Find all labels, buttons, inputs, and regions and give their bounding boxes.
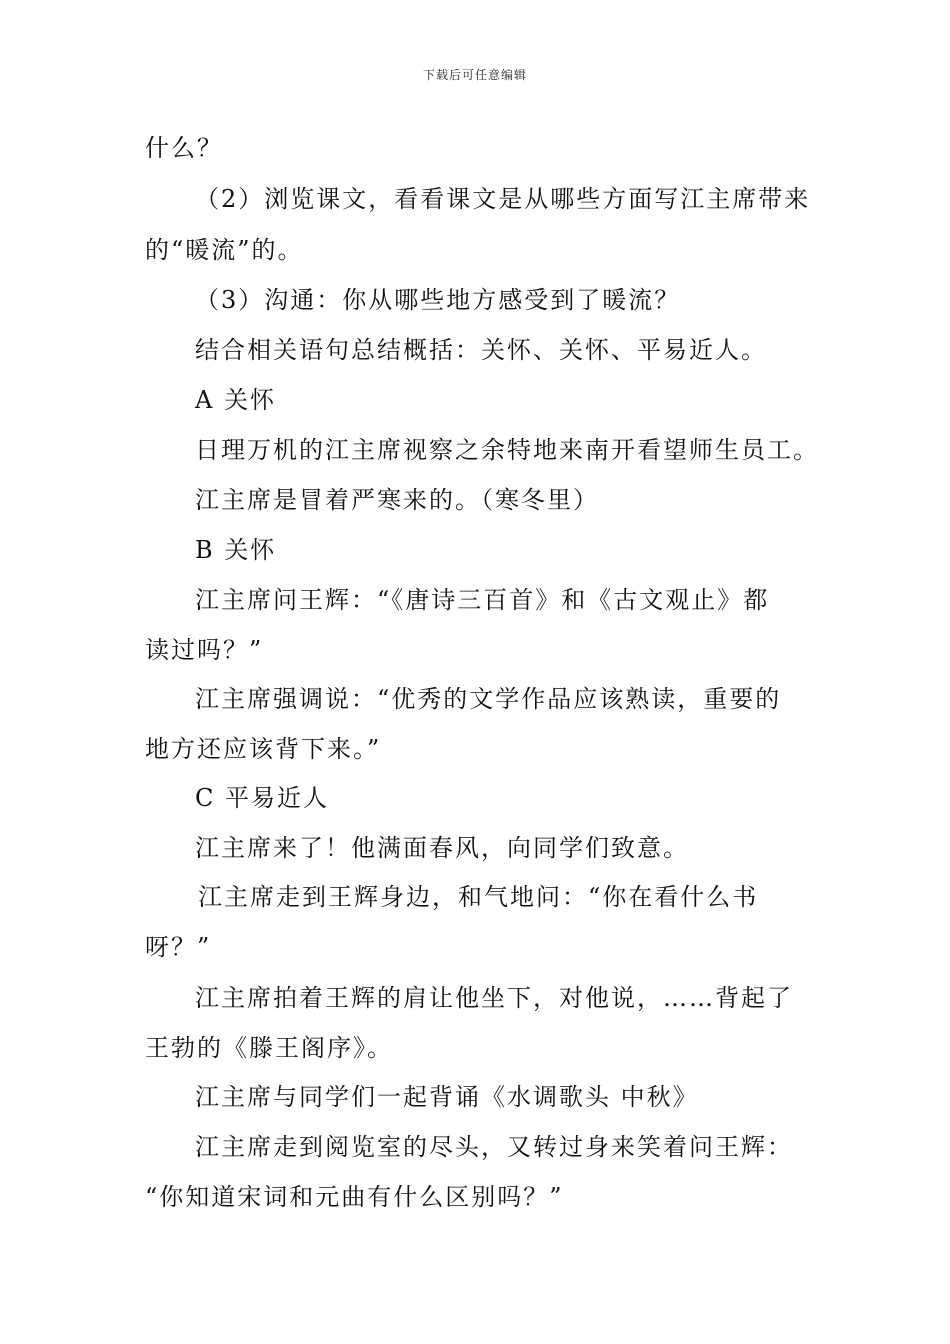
- text-line-20: 江主席与同学们一起背诵《水调歌头 中秋》: [195, 1083, 699, 1111]
- section-label-c: C 平易近人: [195, 784, 329, 812]
- text-line-22: “你知道宋词和元曲有什么区别吗？”: [145, 1183, 564, 1211]
- page-header: 下载后可任意编辑: [422, 68, 527, 82]
- text-line-18: 江主席拍着王辉的肩让他坐下，对他说，……背起了: [195, 984, 793, 1012]
- text-line-19: 王勃的《滕王阁序》。: [145, 1034, 393, 1062]
- text-line-8: 江主席是冒着严寒来的。（寒冬里）: [195, 486, 599, 514]
- section-label-a: A 关怀: [195, 386, 276, 414]
- text-line-10: 江主席问王辉：“《唐诗三百首》和《古文观止》都: [195, 586, 770, 614]
- text-line-3: 的“暖流”的。: [145, 236, 304, 264]
- text-line-2: （2）浏览课文，看看课文是从哪些方面写江主席带来: [195, 185, 811, 213]
- text-line-12: 江主席强调说：“优秀的文学作品应该熟读，重要的: [195, 685, 782, 713]
- text-line-4: （3）沟通：你从哪些地方感受到了暖流？: [195, 286, 681, 314]
- text-line-1: 什么？: [145, 134, 223, 162]
- text-line-17: 呀？”: [145, 933, 212, 961]
- text-line-21: 江主席走到阅览室的尽头，又转过身来笑着问王辉：: [195, 1133, 793, 1161]
- text-line-5: 结合相关语句总结概括：关怀、关怀、平易近人。: [195, 336, 767, 364]
- text-line-7: 日理万机的江主席视察之余特地来南开看望师生员工。: [195, 436, 819, 464]
- text-line-13: 地方还应该背下来。”: [145, 735, 382, 763]
- text-line-15: 江主席来了！他满面春风，向同学们致意。: [195, 834, 689, 862]
- text-line-11: 读过吗？”: [145, 636, 264, 664]
- text-line-16: 江主席走到王辉身边，和气地问：“你在看什么书: [198, 883, 759, 911]
- section-label-b: B 关怀: [195, 536, 277, 564]
